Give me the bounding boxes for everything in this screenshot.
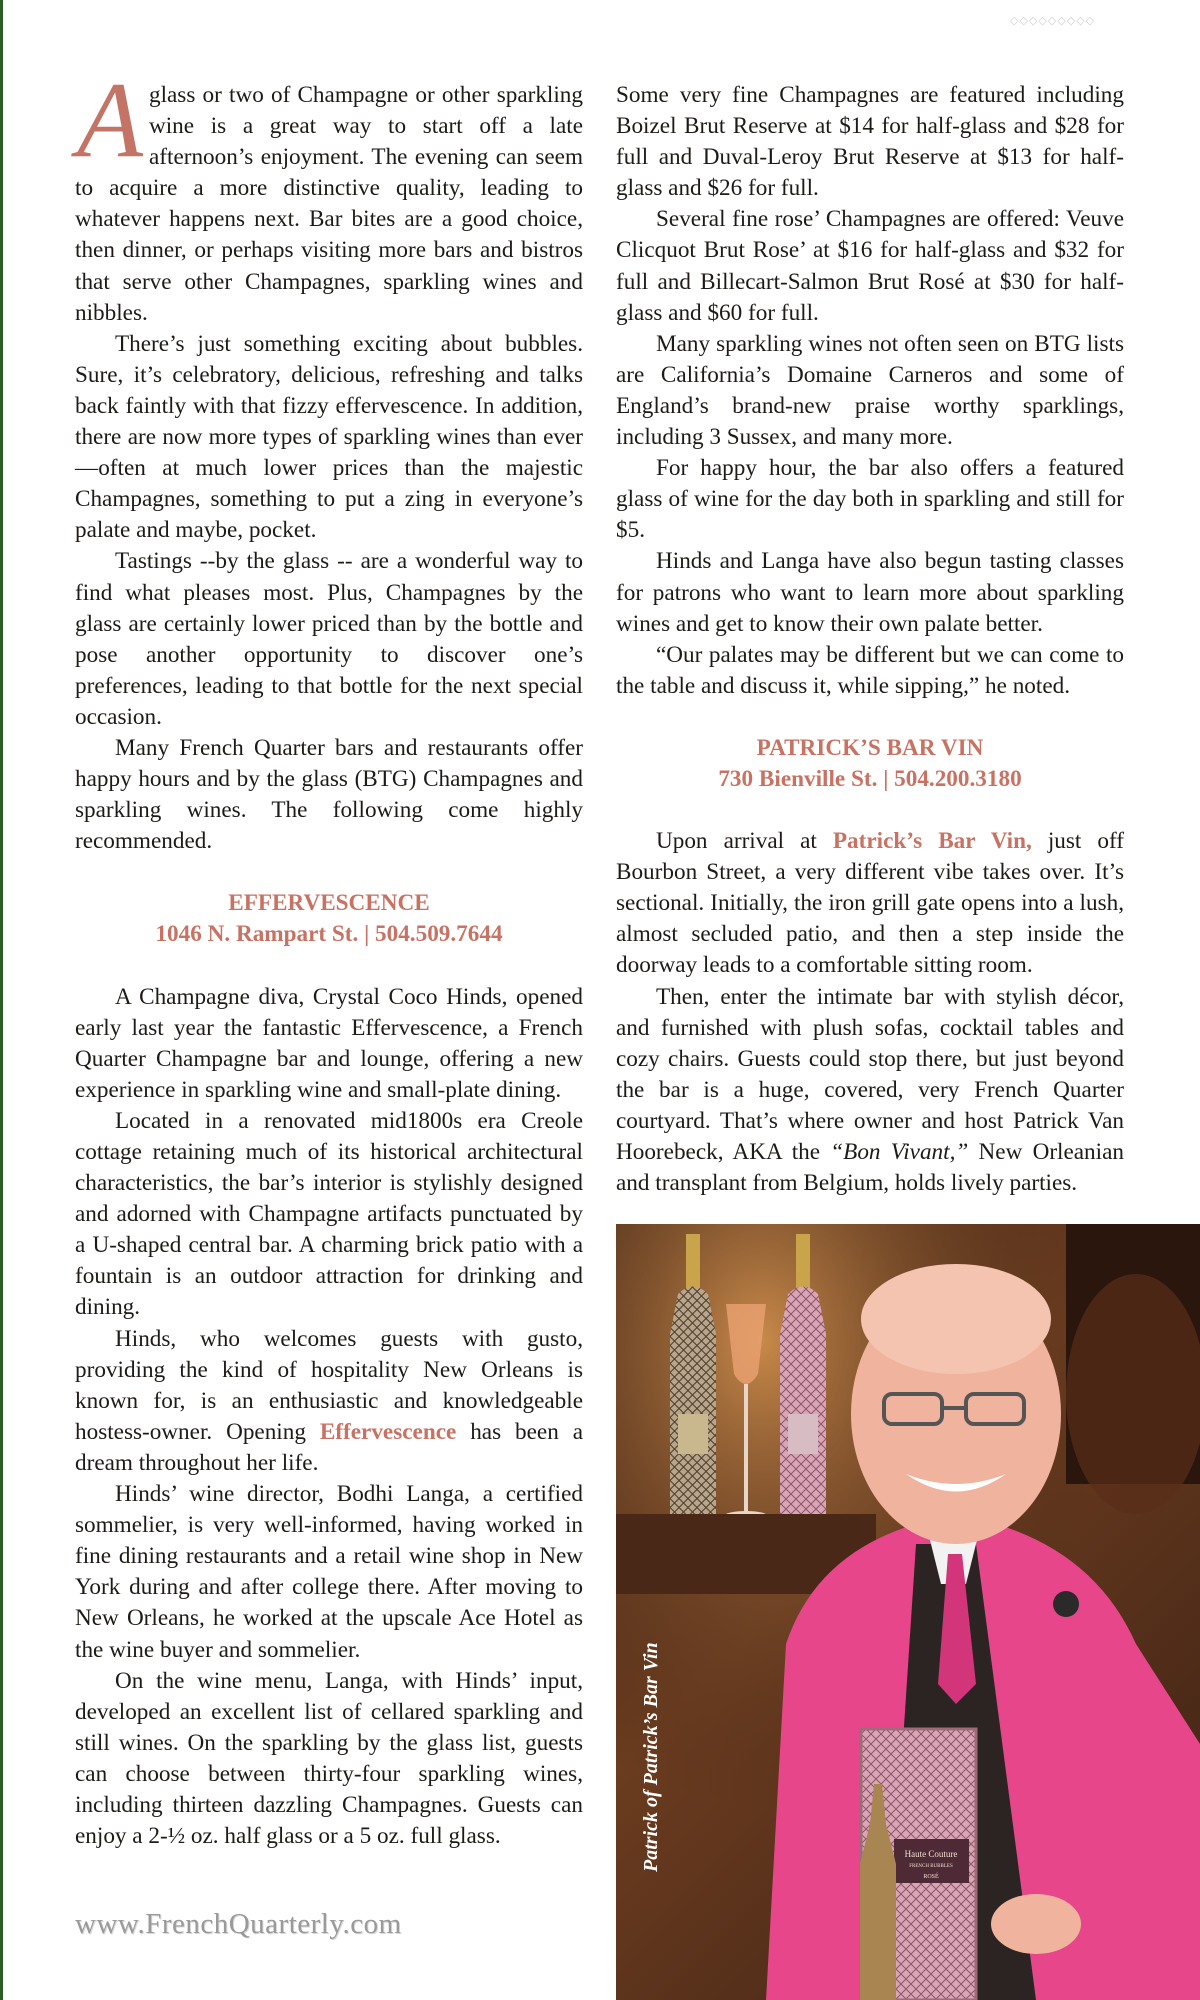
box-brand: Haute Couture xyxy=(904,1849,958,1859)
paragraph: Hinds’ wine director, Bodhi Langa, a certified sommelier, is very well-informed, having worked in fine dining restaurants and a retail wine shop in New York during and after college there. After moving to New Orleans, he worked at the upscale Ace Hotel as the wine buyer and sommelier. xyxy=(75,1481,583,1663)
paragraph: Several fine rose’ Champagnes are offered: Veuve Clicquot Brut Rose’ at $16 for half-glass and $32 for full and Billecart-Salmon Brut Rosé at $30 for half-glass and $60 for full. xyxy=(616,206,1124,326)
nickname: “Bon Vivant,” xyxy=(830,1139,969,1165)
paragraph: Upon arrival at Patrick’s Bar Vin, just off Bourbon Street, a very different vibe takes over. It’s sectional. Initially, the iron grill gate opens into a lush, almost secluded patio, and then a step inside the doorway leads to a comfortable sitting room. xyxy=(616,828,1124,979)
paragraph: A Champagne diva, Crystal Coco Hinds, opened early last year the fantastic Effervescence, a French Quarter Champagne bar and lounge, offering a new experience in sparkling wine and small-plate dining. xyxy=(75,983,583,1103)
venue-mention: Patrick’s Bar Vin, xyxy=(832,828,1032,855)
paragraph: Tastings --by the glass -- are a wonderful way to find what pleases most. Plus, Champagnes by the glass are certainly lower priced than by the bottle and pose another opportunity to discover one’s preferences, leading to that bottle for the next special occasion. xyxy=(75,548,583,730)
venue-name: EFFERVESCENCE xyxy=(228,890,430,917)
paragraph: “Our palates may be different but we can come to the table and discuss it, while sipping,” he noted. xyxy=(616,641,1124,699)
paragraph: For happy hour, the bar also offers a featured glass of wine for the day both in sparkling and still for $5. xyxy=(616,455,1124,544)
champagne-gift-box xyxy=(860,1729,976,2000)
paragraph: Some very fine Champagnes are featured including Boizel Brut Reserve at $14 for half-glass and $28 for full and Duval-Leroy Brut Reserve at $13 for half-glass and $26 for full. xyxy=(616,82,1124,202)
paragraph: There’s just something exciting about bubbles. Sure, it’s celebratory, delicious, refreshing and talks back faintly with that fizzy effervescence. In addition, there are now more types of sparkling wines than ever—often at much lower prices than the majestic Champagnes, something to put a zing in everyone’s palate and maybe, pocket. xyxy=(75,330,583,544)
venue-mention: Effervescence xyxy=(319,1418,457,1445)
paragraph: Then, enter the intimate bar with stylish décor, and furnished with plush sofas, cocktail tables and cozy chairs. Guests could stop there, but just beyond the bar is a huge, covered, very French Quarter courtyard. That’s where owner and host Patrick Van Hoorebeck, AKA the “Bon Vivant,” New Orleanian and transplant from Belgium, holds lively parties. xyxy=(616,983,1124,1197)
venue-name: PATRICK’S BAR VIN xyxy=(756,734,984,761)
paragraph: Many French Quarter bars and restaurants offer happy hours and by the glass (BTG) Champagnes and sparkling wines. The following come highly recommended. xyxy=(75,734,583,855)
section-heading-effervescence xyxy=(75,888,583,950)
photo-caption: Patrick of Patrick’s Bar Vin xyxy=(640,1642,662,1872)
section-heading-patricks-bar-vin xyxy=(616,733,1124,795)
box-variety: ROSÉ xyxy=(923,1874,939,1880)
photo-patrick xyxy=(616,1224,1200,2000)
paragraph: Located in a renovated mid1800s era Creole cottage retaining much of its historical architectural characteristics, the bar’s interior is stylishly designed and adorned with Champagne artifacts punctuated by a U-shaped central bar. A charming brick patio with a fountain is an outdoor attraction for drinking and dining. xyxy=(75,1107,583,1321)
venue-address: 1046 N. Rampart St. | 504.509.7644 xyxy=(155,921,503,948)
chair-back xyxy=(1066,1274,1200,1514)
photo-illustration xyxy=(616,1224,1200,2000)
intro-paragraph: Aglass or two of Champagne or other sparkling wine is a great way to start off a late afternoon’s enjoyment. The evening can seem to acquire a more distinctive quality, leading to whatever happens next. Bar bites are a good choice, then dinner, or perhaps visiting more bars and bistros that serve other Champagnes, sparkling wines and nibbles. xyxy=(75,61,583,326)
venue-address: 730 Bienville St. | 504.200.3180 xyxy=(718,765,1022,792)
drop-cap: A xyxy=(77,61,143,180)
paragraph: On the wine menu, Langa, with Hinds’ input, developed an excellent list of cellared sparkling and still wines. On the sparkling by the glass list, guests can choose between thirty-four sparkling wines, including thirteen dazzling Champagnes. Guests can enjoy a 2-½ oz. half glass or a 5 oz. full glass. xyxy=(75,1667,583,1850)
article-column-right xyxy=(616,80,1124,1199)
paragraph: Hinds, who welcomes guests with gusto, providing the kind of hospitality New Orleans is known for, is an enthusiastic and knowledgeable hostess-owner. Opening Effervescence has been a dream throughout her life. xyxy=(75,1325,583,1476)
lapel-pin xyxy=(1053,1591,1079,1617)
footer-website: www.FrenchQuarterly.com xyxy=(75,1908,402,1940)
paragraph: Many sparkling wines not often seen on BTG lists are California’s Domaine Carneros and some of England’s brand-new praise worthy sparklings, including 3 Sussex, and many more. xyxy=(616,330,1124,451)
page-edge-stripe xyxy=(0,0,3,2000)
paragraph: Hinds and Langa have also begun tasting classes for patrons who want to learn more about sparkling wines and get to know their own palate better. xyxy=(616,548,1124,637)
hand xyxy=(991,1894,1081,1954)
box-subtitle: FRENCH BUBBLES xyxy=(909,1864,953,1869)
corner-ornament: ◇◇◇◇◇◇◇◇◇ xyxy=(1010,14,1096,27)
article-column-left xyxy=(75,61,583,1852)
